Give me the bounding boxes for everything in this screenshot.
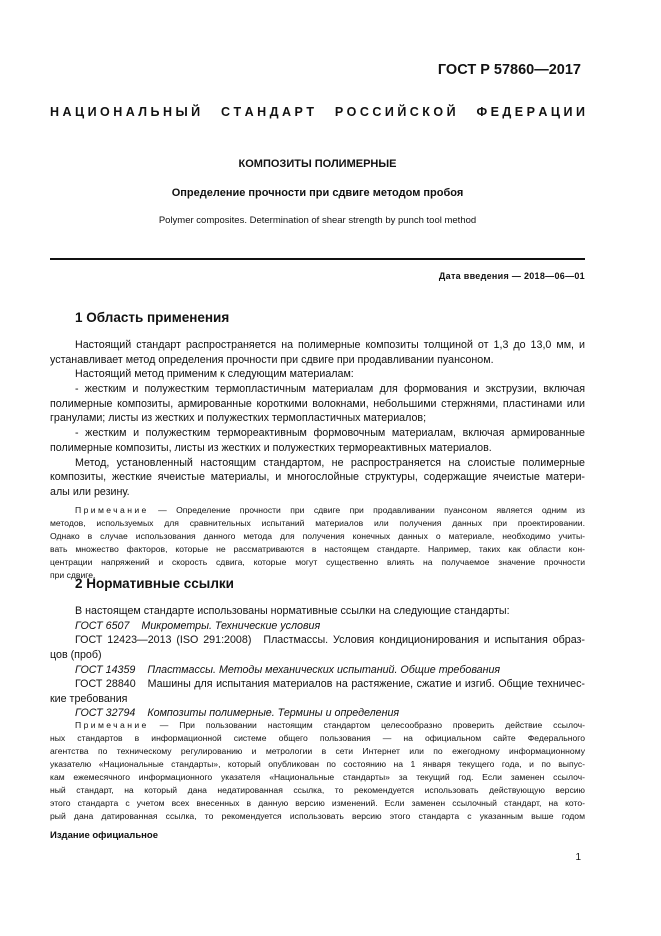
note-line: Однако в случае использования данного метода для получения конечных данных о материале, необходимо учиты-: [50, 531, 585, 541]
banner-word: С Т А Н Д А Р Т: [221, 105, 314, 119]
note-text: — При пользовании настоящим стандартом целесообразно проверить действие ссылоч-: [159, 720, 585, 730]
page-number: 1: [575, 852, 581, 863]
reference-continuation: цов (проб): [50, 649, 102, 661]
reference-item: [75, 677, 585, 692]
header-divider: [50, 258, 585, 260]
banner-word: Р О С С И Й С К О Й: [334, 105, 456, 119]
reference-item: [75, 619, 585, 634]
paragraph-line: алы или резину.: [50, 486, 130, 498]
banner-word: Ф Е Д Е Р А Ц И И: [476, 105, 585, 119]
document-title: КОМПОЗИТЫ ПОЛИМЕРНЫЕ: [238, 158, 397, 170]
note-line: указателю «Национальные стандарты», который опубликован по состоянию на 1 января текущего года, и по выпус-: [50, 759, 585, 769]
paragraph-line: Метод, установленный настоящим стандартом, не распространяется на слоистые полимерные: [75, 457, 585, 469]
paragraph-line: композиты, жесткие ячеистые материалы, и многослойные структуры, содержащие ячеистые матери-: [50, 471, 585, 483]
paragraph-line: устанавливает метод определения прочности при сдвиге при продавливании пуансоном.: [50, 354, 494, 366]
section-1-heading: 1 Область применения: [75, 310, 230, 325]
note-label: Примечание: [75, 505, 149, 515]
national-standard-banner: [50, 105, 585, 119]
note-line: этого стандарта с учетом всех внесенных в данную версию изменений. Если заменен ссылочный стандарт, на кото-: [50, 798, 585, 808]
note-line: ных стандартов в информационной системе общего пользования — на официальном сайте Федерального: [50, 733, 585, 743]
document-subtitle: Определение прочности при сдвиге методом пробоя: [171, 187, 464, 199]
english-title: Polymer composites. Determination of shear strength by punch tool method: [158, 215, 477, 226]
intro-date: Дата введения — 2018—06—01: [438, 271, 585, 281]
note-line: [75, 504, 585, 517]
section-2-heading: 2 Нормативные ссылки: [75, 576, 234, 591]
note-line: [75, 719, 585, 732]
note-line: центрации напряжений и скорость сдвига, которые могут существенно влиять на получаемое значение прочности: [50, 557, 585, 567]
note-line: рый дана датированная ссылка, то рекомендуется использовать версию этого стандарта с указанным выше годом: [50, 811, 585, 821]
paragraph-line: гранулами; листы из жестких и полужестких термопластичных материалов;: [50, 412, 427, 424]
note-line: ный стандарт, на который дана недатированная ссылка, то рекомендуется использовать действующую версию: [50, 785, 585, 795]
paragraph-line: полимерные композиты, армированные короткими волокнами, небольшими стержнями, пластинами или: [50, 398, 585, 410]
reference-item: [75, 633, 585, 648]
reference-code: ГОСТ 28840: [75, 678, 136, 690]
paragraph-line: полимерные композиты, листы из жестких и полужестких термореактивных материалов.: [50, 442, 492, 454]
banner-word: Н А Ц И О Н А Л Ь Н Ы Й: [50, 105, 201, 119]
paragraph-line: - жестким и полужестким термопластичным материалам для формования и экструзии, включая: [75, 383, 585, 395]
note-line: агентства по техническому регулированию и метрологии в сети Интернет или по ежегодному информационному: [50, 746, 585, 756]
note-line: кам ежемесячного информационного указателя «Национальные стандарты» за текущий год. Если заменен ссылоч-: [50, 772, 585, 782]
reference-item: [75, 663, 585, 678]
paragraph-line: В настоящем стандарте использованы нормативные ссылки на следующие стандарты:: [75, 605, 510, 617]
reference-title: Машины для испытания материалов на растяжение, сжатие и изгиб. Общие техничес-: [147, 678, 585, 690]
note-label: Примечание: [75, 720, 149, 730]
note-line: методов, используемых для сравнительных испытаний материалов или получения данных при проектировании.: [50, 518, 585, 528]
reference-code: ГОСТ 32794: [75, 707, 136, 719]
reference-title: Композиты полимерные. Термины и определения: [147, 707, 400, 719]
paragraph-line: Настоящий стандарт распространяется на полимерные композиты толщиной от 1,3 до 13,0 мм, и: [75, 339, 585, 351]
paragraph-line: Настоящий метод применим к следующим материалам:: [75, 368, 354, 380]
gost-number: ГОСТ Р 57860—2017: [437, 62, 581, 78]
reference-code: ГОСТ 6507: [75, 620, 130, 632]
reference-title: Пластмассы. Условия кондиционирования и испытания образ-: [263, 634, 585, 646]
edition-label: Издание официальное: [50, 830, 158, 841]
reference-code: ГОСТ 14359: [75, 664, 136, 676]
note-line: при сдвиге.: [50, 570, 96, 580]
reference-title: Пластмассы. Методы механических испытаний. Общие требования: [147, 664, 501, 676]
reference-code: ГОСТ 12423—2013 (ISO 291:2008): [75, 634, 252, 646]
paragraph-line: - жестким и полужестким термореактивным формовочным материалам, включая армированные: [75, 427, 585, 439]
note-line: вать множество факторов, которые не рассматриваются в настоящем стандарте. Например, таких как области кон-: [50, 544, 585, 554]
note-text: — Определение прочности при сдвиге при продавливании пуансоном является одним из: [158, 505, 585, 515]
reference-title: Микрометры. Технические условия: [141, 620, 321, 632]
reference-continuation: кие требования: [50, 693, 128, 705]
